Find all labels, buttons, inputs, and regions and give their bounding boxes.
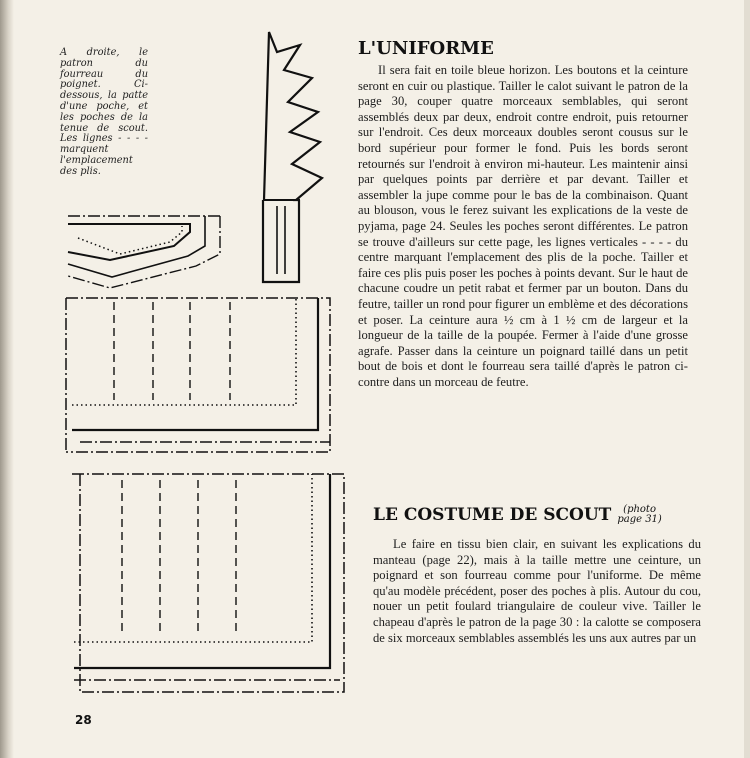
sheath-pattern	[263, 32, 322, 282]
photo-reference	[617, 505, 662, 525]
pocket-pattern-2	[72, 474, 344, 692]
section-text-uniforme: Il sera fait en toile bleue horizon. Les boutons et la ceinture seront en cuir ou plastique. Tailler le calot suivant le patron de la page 30, couper quatre morceaux semblables, qui seront assemblés deux par deux, endroit contre endroit, puis retourner sur l'endroit. Ces deux morceaux doubles seront cousus sur le bord supérieur pour former le fond. Puis les bords seront retournés sur l'endroit à environ mi-hauteur. Les maintenir ainsi par quelques points par derrière et par devant. Tailler et assembler la jupe comme pour le bas de la combinaison. Quant au blouson, vous le ferez suivant les explications de la veste de pyjama, page 24. Seules les poches seront différentes. Le patron se trouve d'ailleurs sur cette page, les lignes verticales - - - - du centre marquant l'emplacement des plis de la poche. Tailler et faire ces plis puis poser les poches à points devant. Sur le haut de chacune coudre un petit rabat et fermer par un bouton. Dans du feutre, tailler un rond pour figurer un emblème et des décorations et poser. La ceinture aura ½ cm à 1 ½ cm de largeur et la longueur de la taille de la poupée. Fermer à l'aide d'une grosse agrafe. Passer dans la ceinture un poignard taillé dans un petit bout de bois et dont le fourreau sera taillé d'après le patron ci-contre dans un morceau de feutre.	[358, 63, 688, 389]
pocket-flap-pattern	[68, 216, 220, 288]
page-number: 28	[75, 713, 92, 727]
section-title-uniforme: L'UNIFORME	[358, 38, 494, 59]
figure-caption: A droite, le patron du fourreau du poignet. Ci-dessous, la patte d'une poche, et les poches de la tenue de scout. Les lignes - - - - marquent l'emplacement des plis.	[60, 47, 148, 177]
photo-reference-line2: page 31)	[617, 514, 662, 525]
photo-reference-line1: (photo	[623, 504, 656, 515]
section-title-scout	[373, 505, 662, 525]
pocket-pattern-1	[66, 298, 330, 452]
section-title-scout-text: LE COSTUME DE SCOUT	[373, 505, 612, 525]
section-text-scout: Le faire en tissu bien clair, en suivant les explications du manteau (page 22), mais à la taille mettre une ceinture, un poignard et son fourreau comme pour l'uniforme. De même qu'au modèle précédent, poser des poches à plis. Autour du cou, nouer un petit foulard triangulaire de couleur vive. Tailler le chapeau d'après le patron de la page 30 : la calotte se composera de six morceaux semblables assemblés les uns aux autres par un	[373, 537, 701, 645]
